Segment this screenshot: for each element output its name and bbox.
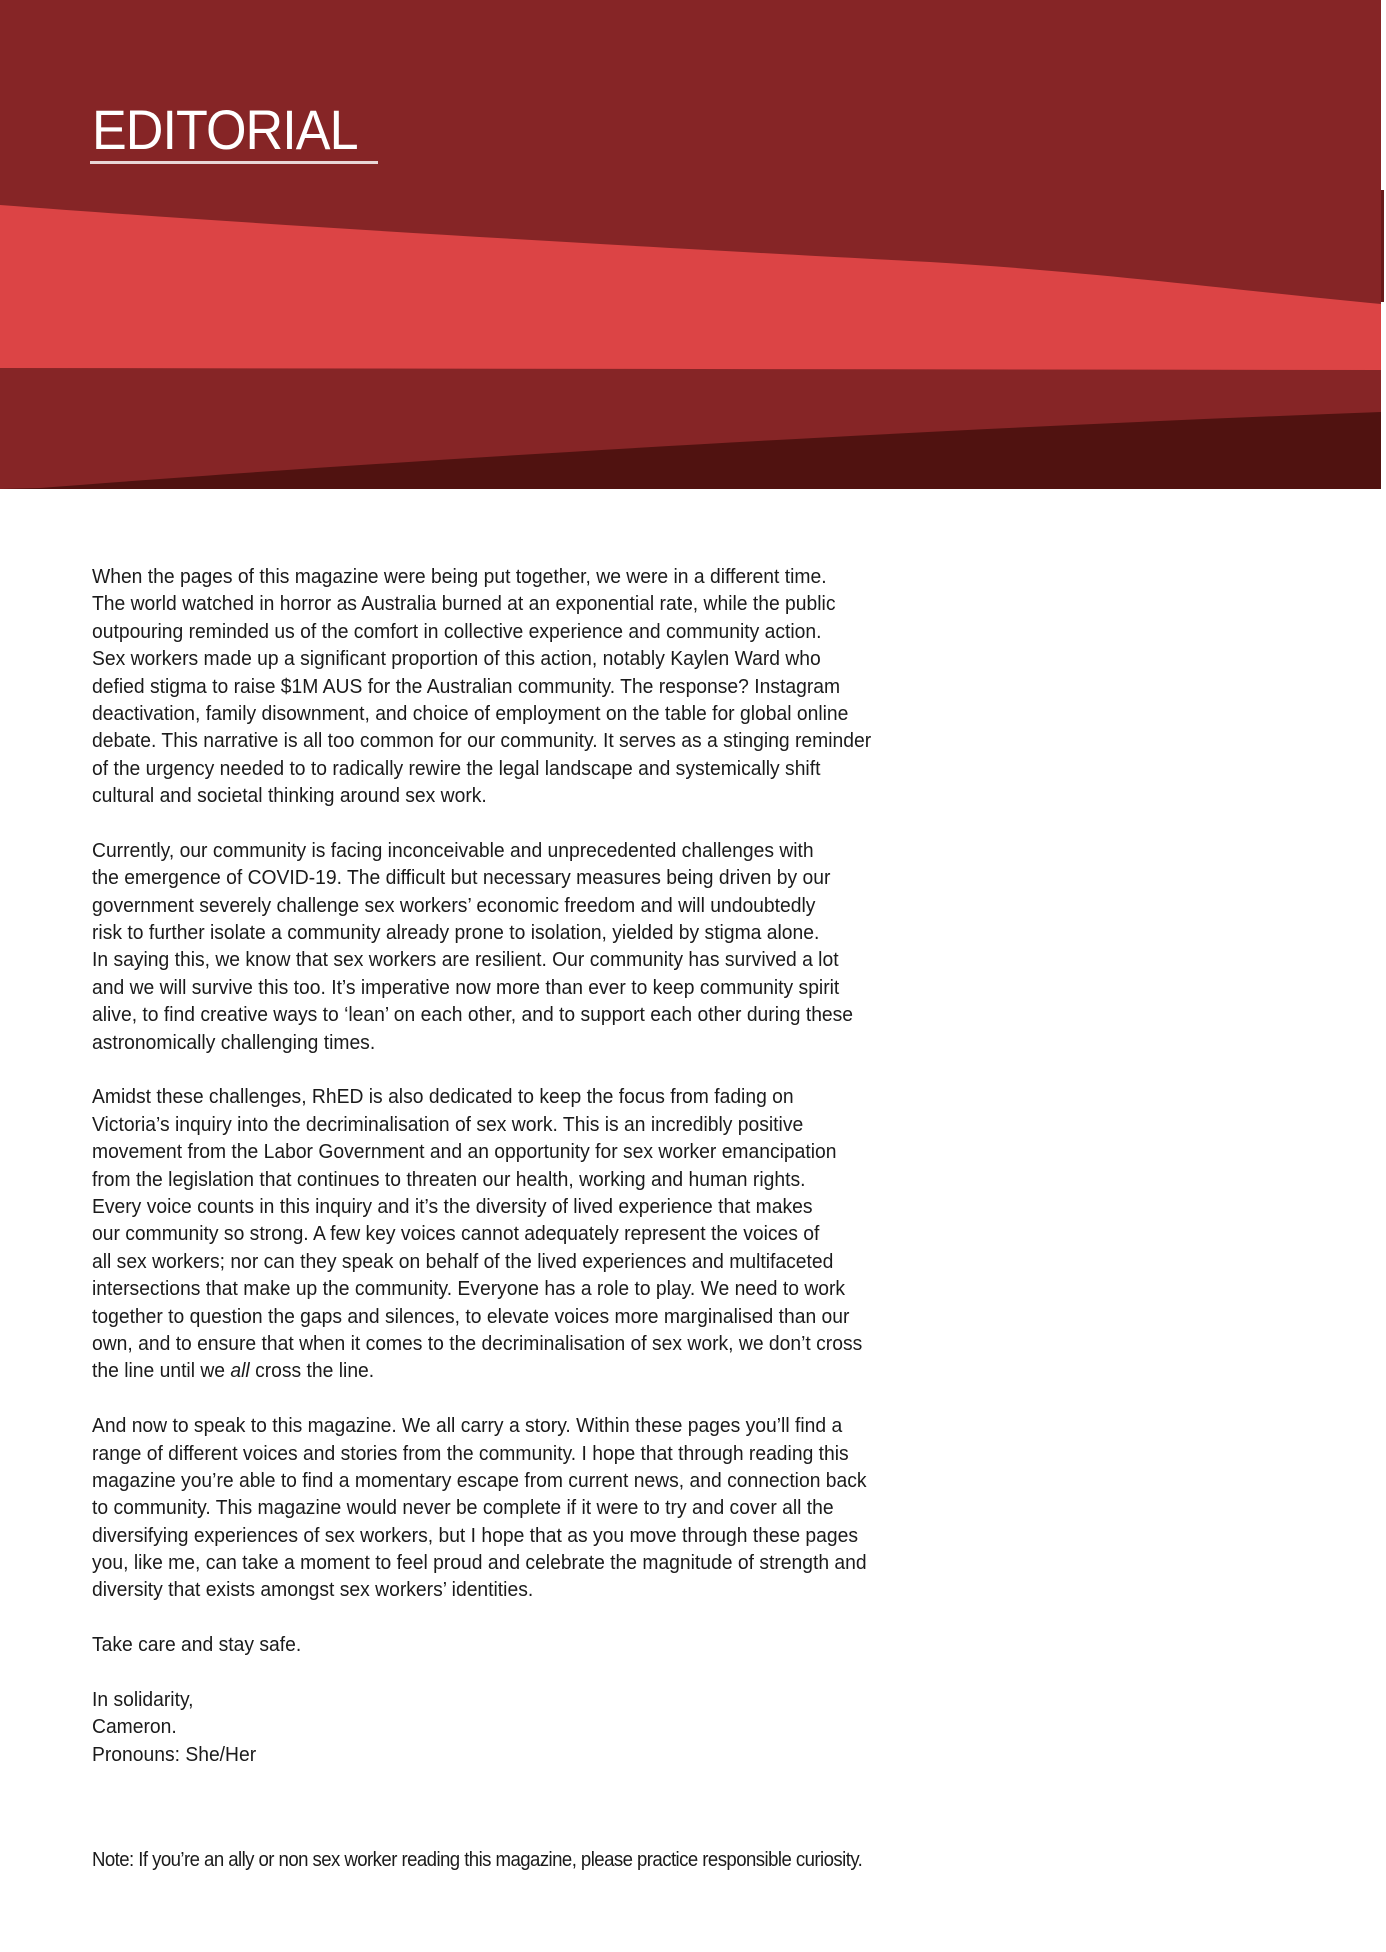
text-line: defied stigma to raise $1M AUS for the Australian community. The response? Instagram (92, 675, 841, 698)
editorial-body (92, 564, 1092, 1769)
text-line: deactivation, family disownment, and choice of employment on the table for global online (92, 702, 849, 725)
paragraph-4 (92, 1413, 1092, 1605)
editorial-header-banner (0, 0, 1386, 495)
paragraph-1 (92, 564, 1092, 811)
text-line: outpouring reminded us of the comfort in collective experience and community action. (92, 620, 822, 643)
text-line: When the pages of this magazine were being put together, we were in a different time. (92, 566, 827, 588)
signoff-pronouns: Pronouns: She/Her (92, 1743, 257, 1766)
paragraph-2 (92, 838, 1092, 1057)
banner-edge-sliver (1381, 190, 1384, 302)
text-line: alive, to find creative ways to ‘lean’ on each other, and to support each other during these (92, 1004, 854, 1027)
text-line: the emergence of COVID-19. The difficult but necessary measures being driven by our (92, 867, 831, 890)
text-line: Currently, our community is facing inconceivable and unprecedented challenges with (92, 839, 814, 862)
text-line: and we will survive this too. It’s imperative now more than ever to keep community spirit (92, 976, 840, 999)
footer-note: Note: If you’re an ally or non sex worker reading this magazine, please practice responsible curiosity. (92, 1849, 863, 1871)
text-line: magazine you’re able to find a momentary escape from current news, and connection back (92, 1469, 867, 1492)
page-title: EDITORIAL (92, 98, 358, 161)
text-line: cultural and societal thinking around sex work. (92, 785, 487, 808)
text-line: to community. This magazine would never be complete if it were to try and cover all the (92, 1497, 834, 1520)
text-line: movement from the Labor Government and an opportunity for sex worker emancipation (92, 1141, 837, 1164)
text-line: all sex workers; nor can they speak on behalf of the lived experiences and multifaceted (92, 1250, 834, 1273)
paragraph-spacer (92, 1386, 1092, 1413)
text-line: our community so strong. A few key voices cannot adequately represent the voices of (92, 1223, 820, 1246)
text-line: you, like me, can take a moment to feel proud and celebrate the magnitude of strength and (92, 1552, 867, 1575)
signoff (92, 1687, 1092, 1769)
signoff-name: Cameron. (92, 1716, 177, 1739)
closing-line: Take care and stay safe. (92, 1634, 302, 1657)
banner-graphic (0, 0, 1386, 495)
signoff-salutation: In solidarity, (92, 1689, 194, 1712)
text-line: And now to speak to this magazine. We all carry a story. Within these pages you’ll find a (92, 1415, 843, 1438)
text-line: risk to further isolate a community already prone to isolation, yielded by stigma alone. (92, 922, 820, 945)
text-line: range of different voices and stories from the community. I hope that through reading this (92, 1442, 849, 1465)
text-line: debate. This narrative is all too common for our community. It serves as a stinging reminder (92, 730, 872, 753)
text-line: intersections that make up the community. Everyone has a role to play. We need to work (92, 1278, 846, 1301)
text-line: government severely challenge sex workers’ economic freedom and will undoubtedly (92, 894, 816, 917)
paragraph-spacer (92, 1605, 1092, 1632)
text-line: own, and to ensure that when it comes to the decriminalisation of sex work, we don’t cross (92, 1332, 863, 1355)
text-line: diversifying experiences of sex workers, but I hope that as you move through these pages (92, 1524, 858, 1547)
text-line-with-emphasis (92, 1358, 1057, 1385)
text-line: The world watched in horror as Australia burned at an exponential rate, while the public (92, 593, 836, 616)
text-line: astronomically challenging times. (92, 1031, 376, 1054)
text-fragment: cross the line. (249, 1360, 375, 1383)
title-underline (90, 161, 378, 164)
text-line: Amidst these challenges, RhED is also dedicated to keep the focus from fading on (92, 1086, 794, 1109)
text-line: together to question the gaps and silences, to elevate voices more marginalised than our (92, 1305, 850, 1328)
text-line: Victoria’s inquiry into the decriminalisation of sex work. This is an incredibly positive (92, 1113, 804, 1136)
paragraph-spacer (92, 1660, 1092, 1687)
text-line: Sex workers made up a significant proportion of this action, notably Kaylen Ward who (92, 648, 821, 671)
paragraph-3 (92, 1084, 1092, 1385)
text-line: In saying this, we know that sex workers are resilient. Our community has survived a lot (92, 949, 839, 972)
text-line: of the urgency needed to to radically rewire the legal landscape and systemically shift (92, 757, 821, 780)
text-fragment: the line until we (92, 1360, 231, 1383)
text-line: Every voice counts in this inquiry and it’s the diversity of lived experience that makes (92, 1195, 813, 1218)
text-line: diversity that exists amongst sex workers’ identities. (92, 1579, 534, 1602)
paragraph-spacer (92, 1057, 1092, 1084)
paragraph-spacer (92, 811, 1092, 838)
emphasis-all: all (230, 1360, 250, 1383)
text-line: from the legislation that continues to threaten our health, working and human rights. (92, 1168, 806, 1191)
